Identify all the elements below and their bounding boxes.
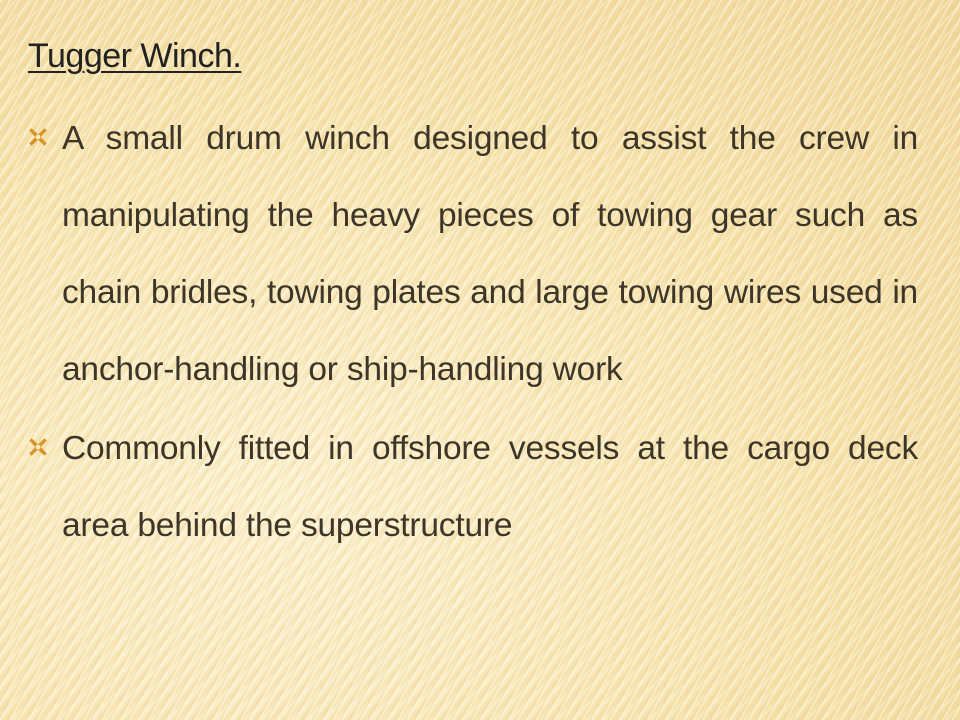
bullet-item [0, 410, 960, 564]
bullet-text: A small drum winch designed to assist the crew in manipulating the heavy pieces of towing gear such as chain bridles, towing plates and large towing wires used in anchor-handling or ship-handling work [62, 120, 918, 388]
bullet-item [0, 100, 960, 408]
bullet-text: Commonly fitted in offshore vessels at the cargo deck area behind the superstructure [62, 430, 918, 544]
x-bullet-icon [26, 125, 50, 149]
x-bullet-icon [26, 435, 50, 459]
slide-title: Tugger Winch. [28, 37, 242, 75]
bullet-list [0, 100, 960, 564]
